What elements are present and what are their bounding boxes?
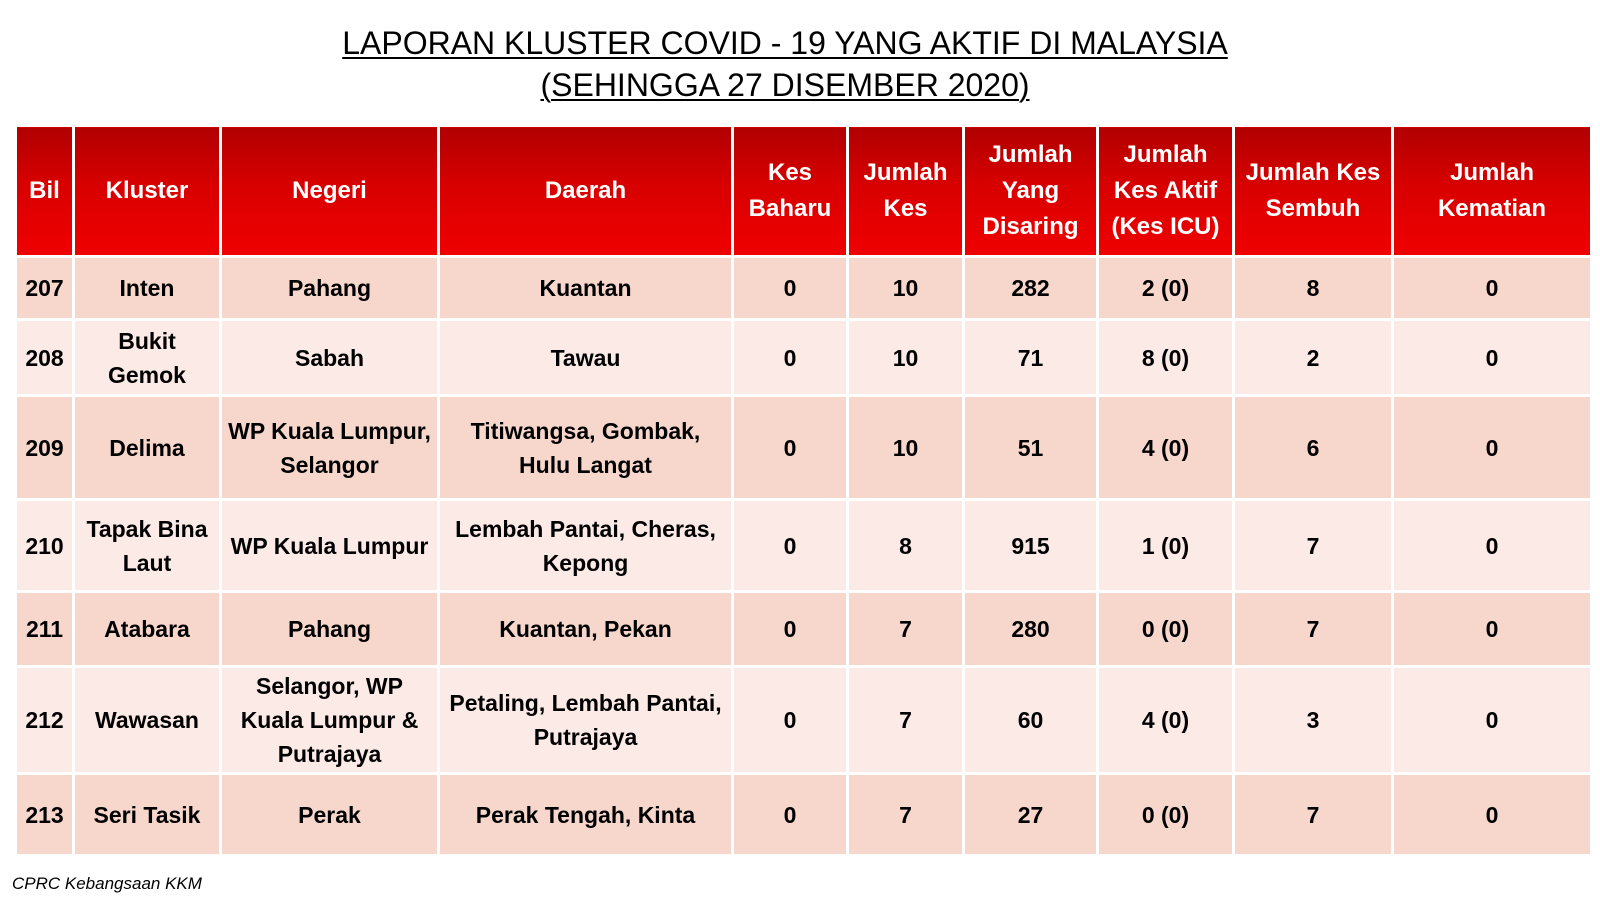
cell-jumlah-disaring: 915 (964, 500, 1098, 592)
cell-jumlah-kes: 7 (848, 592, 964, 667)
cell-bil: 212 (16, 667, 74, 774)
cell-bil: 213 (16, 774, 74, 856)
header-kes-baharu: Kes Baharu (733, 126, 848, 257)
cell-daerah: Lembah Pantai, Cheras, Kepong (439, 500, 733, 592)
cell-daerah: Kuantan, Pekan (439, 592, 733, 667)
cell-jumlah-kes: 7 (848, 774, 964, 856)
cell-bil: 207 (16, 257, 74, 320)
cell-kluster: Delima (74, 396, 221, 500)
cell-jumlah-kematian: 0 (1393, 774, 1592, 856)
cell-kluster: Tapak Bina Laut (74, 500, 221, 592)
cell-daerah: Titiwangsa, Gombak, Hulu Langat (439, 396, 733, 500)
header-jumlah-kes-aktif: Jumlah Kes Aktif (Kes ICU) (1098, 126, 1234, 257)
cell-jumlah-disaring: 280 (964, 592, 1098, 667)
table-row (16, 774, 1592, 856)
table-row (16, 667, 1592, 774)
cell-bil: 208 (16, 320, 74, 396)
cell-kluster: Wawasan (74, 667, 221, 774)
header-negeri: Negeri (221, 126, 439, 257)
cell-jumlah-disaring: 60 (964, 667, 1098, 774)
header-kluster: Kluster (74, 126, 221, 257)
table-header-row (16, 126, 1592, 257)
cell-jumlah-kematian: 0 (1393, 667, 1592, 774)
cell-jumlah-disaring: 51 (964, 396, 1098, 500)
table-row (16, 257, 1592, 320)
cell-negeri: Perak (221, 774, 439, 856)
cell-jumlah-kematian: 0 (1393, 320, 1592, 396)
cell-jumlah-kes-sembuh: 2 (1234, 320, 1393, 396)
header-jumlah-kematian: Jumlah Kematian (1393, 126, 1592, 257)
cell-kluster: Atabara (74, 592, 221, 667)
table-row (16, 592, 1592, 667)
header-jumlah-disaring: Jumlah Yang Disaring (964, 126, 1098, 257)
cell-jumlah-kematian: 0 (1393, 257, 1592, 320)
title-line-2: (SEHINGGA 27 DISEMBER 2020) (540, 67, 1030, 103)
cell-jumlah-kes-aktif: 1 (0) (1098, 500, 1234, 592)
cell-jumlah-kes: 7 (848, 667, 964, 774)
cell-jumlah-kes-sembuh: 7 (1234, 592, 1393, 667)
source-footer: CPRC Kebangsaan KKM (12, 874, 202, 893)
cell-jumlah-kes-aktif: 8 (0) (1098, 320, 1234, 396)
cell-jumlah-kes: 10 (848, 257, 964, 320)
report-title (0, 22, 1570, 106)
cell-jumlah-kes-sembuh: 6 (1234, 396, 1393, 500)
title-line-1: LAPORAN KLUSTER COVID - 19 YANG AKTIF DI MALAYSIA (342, 25, 1228, 61)
header-jumlah-kes: Jumlah Kes (848, 126, 964, 257)
cell-bil: 210 (16, 500, 74, 592)
cell-kluster: Bukit Gemok (74, 320, 221, 396)
cell-negeri: Pahang (221, 592, 439, 667)
cell-bil: 209 (16, 396, 74, 500)
cell-jumlah-kes-sembuh: 3 (1234, 667, 1393, 774)
header-jumlah-kes-sembuh: Jumlah Kes Sembuh (1234, 126, 1393, 257)
header-daerah: Daerah (439, 126, 733, 257)
cell-kes-baharu: 0 (733, 592, 848, 667)
cell-negeri: Pahang (221, 257, 439, 320)
cell-bil: 211 (16, 592, 74, 667)
cell-jumlah-kematian: 0 (1393, 396, 1592, 500)
cell-kes-baharu: 0 (733, 500, 848, 592)
cell-jumlah-kes-aktif: 0 (0) (1098, 592, 1234, 667)
cell-jumlah-kes-aktif: 4 (0) (1098, 667, 1234, 774)
table-row (16, 500, 1592, 592)
cell-jumlah-kes: 8 (848, 500, 964, 592)
cell-negeri: Selangor, WP Kuala Lumpur & Putrajaya (221, 667, 439, 774)
cell-kes-baharu: 0 (733, 396, 848, 500)
table-row (16, 396, 1592, 500)
header-bil: Bil (16, 126, 74, 257)
cell-kluster: Seri Tasik (74, 774, 221, 856)
cell-negeri: WP Kuala Lumpur (221, 500, 439, 592)
cell-jumlah-kes: 10 (848, 396, 964, 500)
cell-negeri: Sabah (221, 320, 439, 396)
cell-daerah: Perak Tengah, Kinta (439, 774, 733, 856)
cell-jumlah-kes: 10 (848, 320, 964, 396)
cell-negeri: WP Kuala Lumpur, Selangor (221, 396, 439, 500)
cell-kes-baharu: 0 (733, 774, 848, 856)
cell-jumlah-kematian: 0 (1393, 592, 1592, 667)
cell-daerah: Petaling, Lembah Pantai, Putrajaya (439, 667, 733, 774)
cell-kluster: Inten (74, 257, 221, 320)
cell-daerah: Kuantan (439, 257, 733, 320)
cell-jumlah-kes-aktif: 2 (0) (1098, 257, 1234, 320)
cell-jumlah-kes-aktif: 4 (0) (1098, 396, 1234, 500)
cell-jumlah-disaring: 71 (964, 320, 1098, 396)
cell-kes-baharu: 0 (733, 320, 848, 396)
cluster-table (14, 124, 1593, 857)
cell-jumlah-disaring: 27 (964, 774, 1098, 856)
cell-kes-baharu: 0 (733, 667, 848, 774)
cell-jumlah-kes-sembuh: 8 (1234, 257, 1393, 320)
table-row (16, 320, 1592, 396)
cell-jumlah-kes-sembuh: 7 (1234, 500, 1393, 592)
cell-kes-baharu: 0 (733, 257, 848, 320)
cell-jumlah-kematian: 0 (1393, 500, 1592, 592)
cell-jumlah-kes-aktif: 0 (0) (1098, 774, 1234, 856)
cell-jumlah-disaring: 282 (964, 257, 1098, 320)
cell-jumlah-kes-sembuh: 7 (1234, 774, 1393, 856)
cell-daerah: Tawau (439, 320, 733, 396)
